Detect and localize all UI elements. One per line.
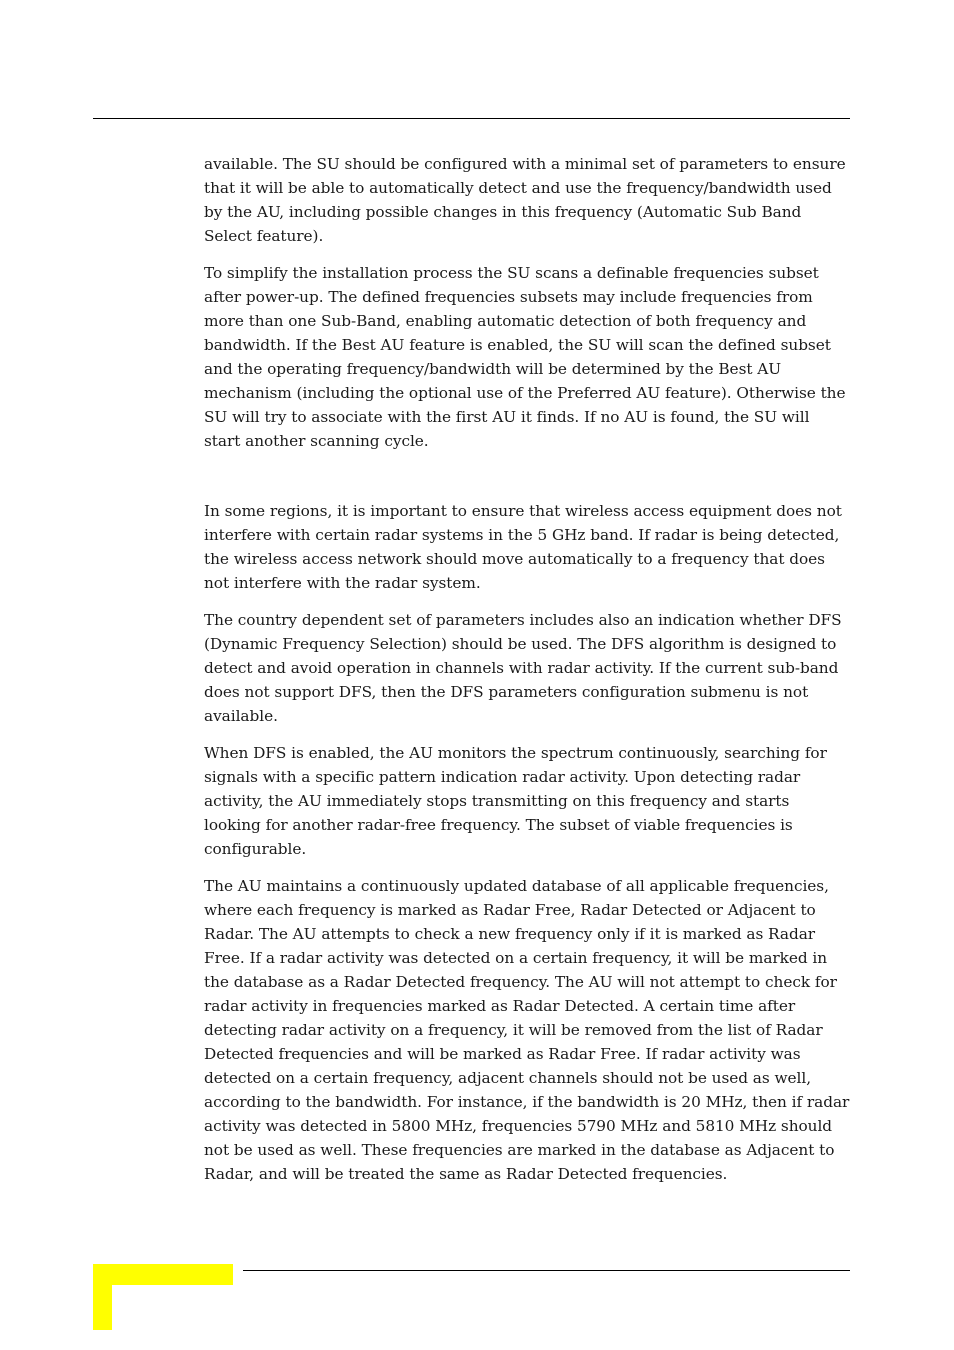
paragraph-dfs-enabled: When DFS is enabled, the AU monitors the spectrum continuously, searching for signals with a specific pattern indication radar activity. Upon detecting radar activity, the AU immediately stops transmitting on this frequency and starts looking for another radar-free frequency. The subset of viable frequencies is configurable.: [204, 744, 827, 858]
corner-marker-horizontal: [93, 1264, 233, 1285]
paragraph-radar-regions: In some regions, it is important to ensure that wireless access equipment does not interfere with certain radar systems in the 5 GHz band. If radar is being detected, the wireless access network should move automatically to a frequency that does not interfere with the radar system.: [204, 502, 842, 592]
body-text: [204, 152, 850, 1199]
paragraph-frequency-database: The AU maintains a continuously updated database of all applicable frequencies, where each frequency is marked as Radar Free, Radar Detected or Adjacent to Radar. The AU attempts to check a new frequency only if it is marked as Radar Free. If a radar activity was detected on a certain frequency, it will be marked in the database as a Radar Detected frequency. The AU will not attempt to check for radar activity in frequencies marked as Radar Detected. A certain time after detecting radar activity on a frequency, it will be removed from the list of Radar Detected frequencies and will be marked as Radar Free. If radar activity was detected on a certain frequency, adjacent channels should not be used as well, according to the bandwidth. For instance, if the bandwidth is 20 MHz, then if radar activity was detected in 5800 MHz, frequencies 5790 MHz and 5810 MHz should not be used as well. These frequencies are marked in the database as Adjacent to Radar, and will be treated the same as Radar Detected frequencies.: [204, 877, 850, 1183]
paragraph-su-scanning: To simplify the installation process the SU scans a definable frequencies subset after power-up. The defined frequencies subsets may include frequencies from more than one Sub-Band, enabling automatic detection of both frequency and bandwidth. If the Best AU feature is enabled, the SU will scan the defined subset and the operating frequency/bandwidth will be determined by the Best AU mechanism (including the optional use of the Preferred AU feature). Otherwise the SU will try to associate with the first AU it finds. If no AU is found, the SU will start another scanning cycle.: [204, 264, 846, 450]
header-rule: [93, 118, 850, 119]
paragraph-su-configuration: available. The SU should be configured with a minimal set of parameters to ensure that it will be able to automatically detect and use the frequency/bandwidth used by the AU, including possible changes in this frequency (Automatic Sub Band Select feature).: [204, 155, 846, 245]
footer-rule: [243, 1270, 850, 1271]
corner-marker-vertical: [93, 1264, 112, 1330]
paragraph-dfs-parameters: The country dependent set of parameters includes also an indication whether DFS (Dynamic Frequency Selection) should be used. The DFS algorithm is designed to detect and avoid operation in channels with radar activity. If the current sub-band does not support DFS, then the DFS parameters configuration submenu is not available.: [204, 611, 842, 725]
